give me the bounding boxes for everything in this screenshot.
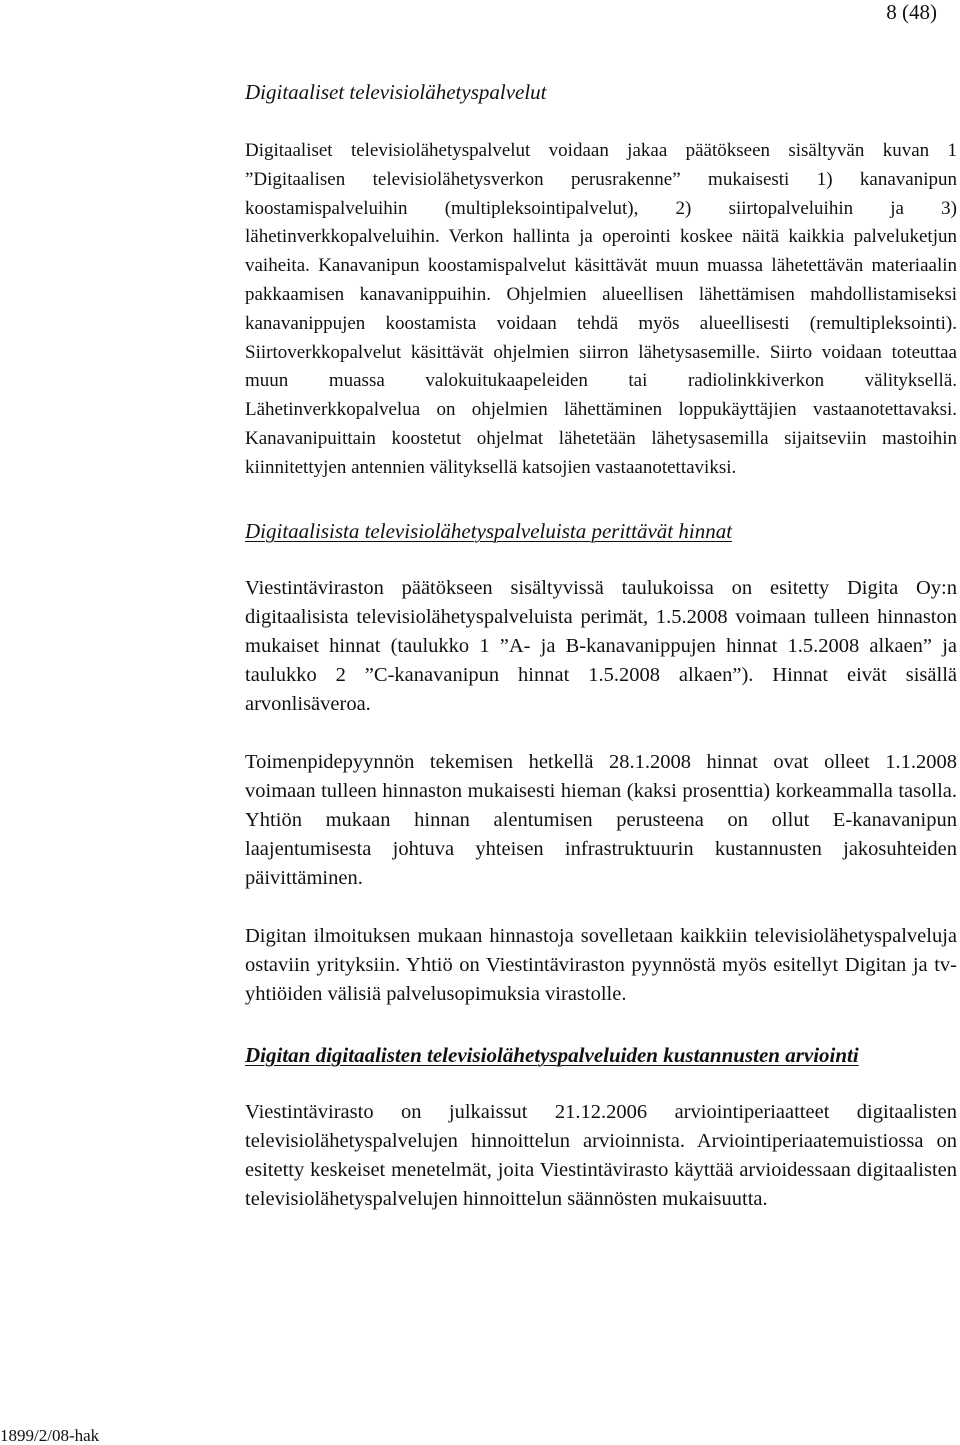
section-heading-prices: Digitaalisista televisiolähetyspalveluista perittävät hinnat xyxy=(245,518,733,543)
section-heading-cost-assessment: Digitan digitaalisten televisiolähetyspalveluiden kustannusten arviointi xyxy=(245,1042,859,1067)
page-number: 8 (48) xyxy=(886,0,937,24)
paragraph-service-structure: Digitaaliset televisiolähetyspalvelut voidaan jakaa päätökseen sisältyvän kuvan 1 ”Digitaalisen televisiolähetysverkon perusrakenne” mukaisesti 1) kanavanipun koostamispalveluihin (multipleksointipalvelut), 2) siirtopalveluihin ja 3) lähetinverkkopalveluihin. Verkon hallinta ja operointi koskee näitä kaikkia palveluketjun vaiheita. Kanavanipun koostamispalvelut käsittävät muun muassa lähetettävän materiaalin pakkaamisen kanavanippuihin. Ohjelmien alueellisen lähettämisen mahdollistamiseksi kanavanippujen koostamista voidaan tehdä myös alueellisesti (remultipleksointi). Siirtoverkkopalvelut käsittävät ohjelmien siirron lähetysasemille. Siirto voidaan toteuttaa muun muassa valokuitukaapeleiden tai radiolinkkiverkon välityksellä. Lähetinverkkopalvelua on ohjelmien lähettäminen loppukäyttäjien vastaanotettavaksi. Kanavanipuittain koostetut ohjelmat lähetetään lähetysasemilla sijaitseviin mastoihin kiinnitettyjen antennien välityksellä katsojien vastaanotettaviksi. xyxy=(245,140,957,478)
paragraph-price-tables: Viestintäviraston päätökseen sisältyvissä taulukoissa on esitetty Digita Oy:n digitaalisista televisiolähetyspalveluista perimät, 1.5.2008 voimaan tulleen hinnaston mukaiset hinnat (taulukko 1 ”A- ja B-kanavanippujen hinnat 1.5.2008 alkaen” ja taulukko 2 ”C-kanavanipun hinnat 1.5.2008 alkaen”). Hinnat eivät sisällä arvonlisäveroa. xyxy=(245,576,957,715)
document-body xyxy=(245,79,957,1214)
paragraph-price-change: Toimenpidepyynnön tekemisen hetkellä 28.1.2008 hinnat ovat olleet 1.1.2008 voimaan tulleen hinnaston mukaisesti hieman (kaksi prosenttia) korkeammalla tasolla. Yhtiön mukaan hinnan alentumisen perusteena on ollut E-kanavanipun laajentumisesta johtuva yhteisen infrastruktuurin kustannusten jakosuhteiden päivittäminen. xyxy=(245,750,957,889)
paragraph-assessment-principles: Viestintävirasto on julkaissut 21.12.2006 arviointiperiaatteet digitaalisten televisiolähetyspalvelujen hinnoittelun arvioinnista. Arviointiperiaatemuistiossa on esitetty keskeiset menetelmät, joita Viestintävirasto käyttää arvioidessaan digitaalisten televisiolähetyspalvelujen hinnoittelun säännösten mukaisuutta. xyxy=(245,1100,957,1210)
paragraph-price-application: Digitan ilmoituksen mukaan hinnastoja sovelletaan kaikkiin televisiolähetyspalveluja ostaviin yrityksiin. Yhtiö on Viestintäviraston pyynnöstä myös esitellyt Digitan ja tv-yhtiöiden välisiä palvelusopimuksia virastolle. xyxy=(245,924,957,1005)
section-heading-digital-tv-services: Digitaaliset televisiolähetyspalvelut xyxy=(245,80,547,104)
footer-document-code: 1899/2/08-hak xyxy=(0,1426,100,1445)
